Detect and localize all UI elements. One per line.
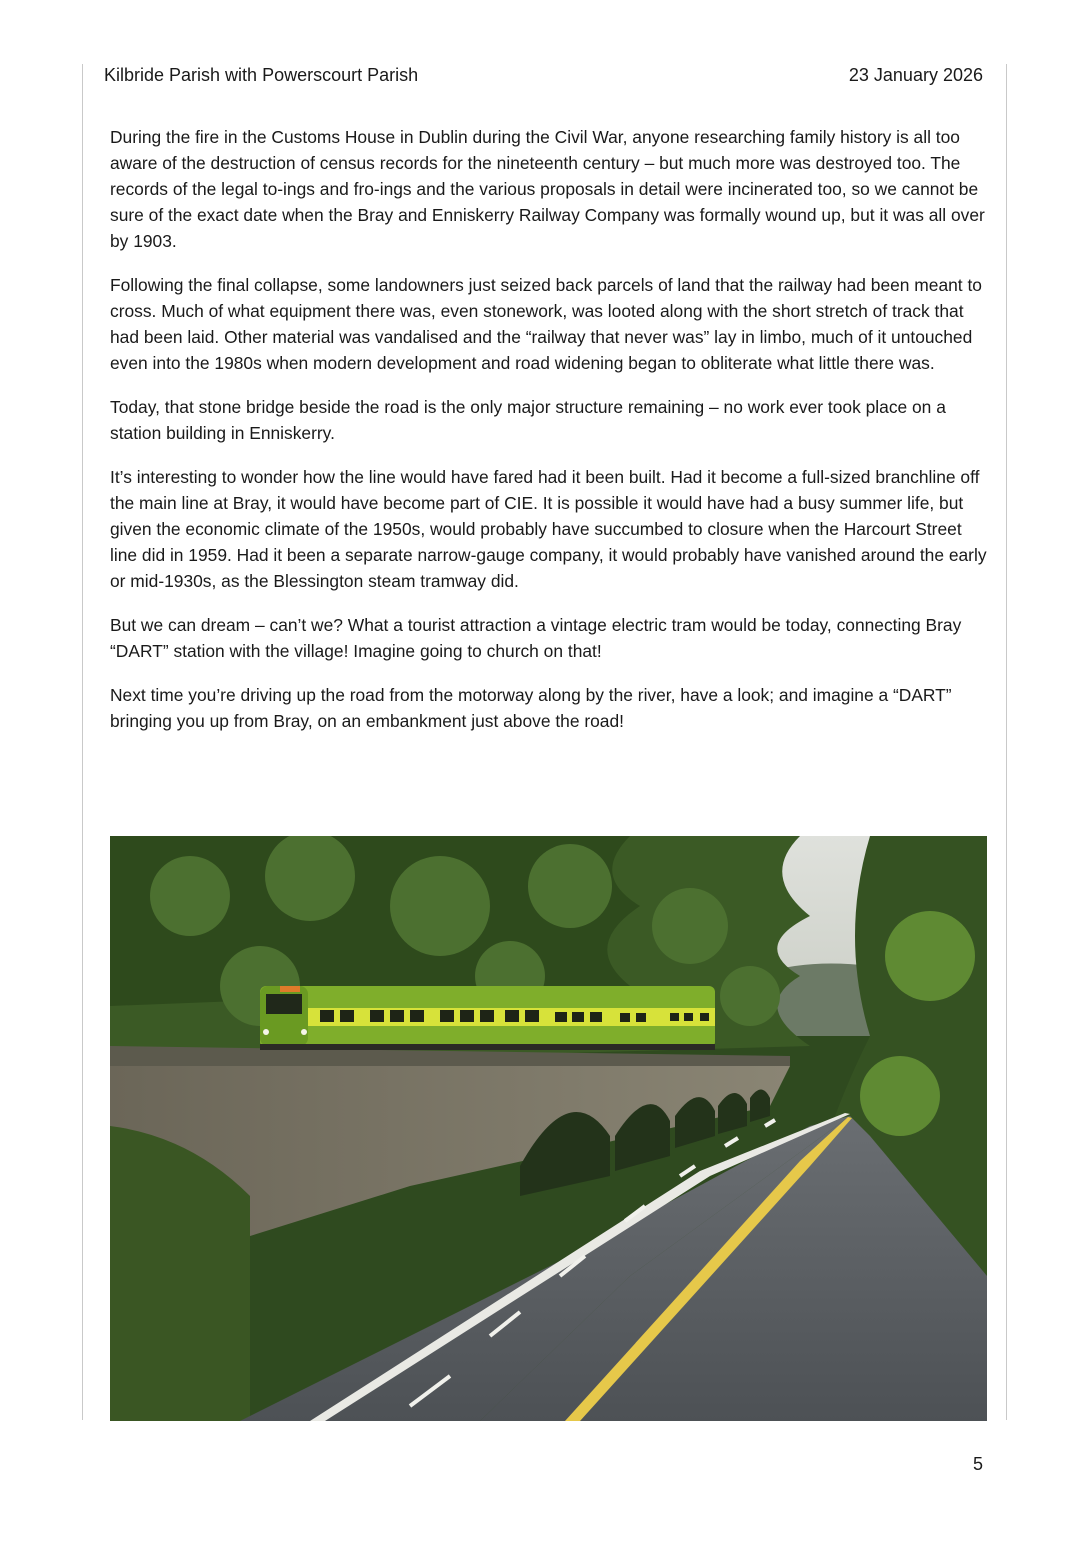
paragraph-customs-house-fire: During the fire in the Customs House in Dublin during the Civil War, anyone researching family history is all too aware of the destruction of census records for the nineteenth century – but much more was destroyed too. The records of the legal to-ings and fro-ings and the various proposals in detail were incinerated too, so we cannot be sure of the exact date when the Bray and Enniskerry Railway Company was formally wound up, but it was all over by 1903. — [110, 127, 985, 251]
train-underframe — [260, 1044, 715, 1050]
page-number: 5 — [972, 1454, 983, 1474]
paragraph-next-time: Next time you’re driving up the road from the motorway along by the river, have a look; and imagine a “DART” bringing you up from Bray, on an embankment just above the road! — [110, 685, 952, 731]
paragraph-how-line-would-have-fared: It’s interesting to wonder how the line would have fared had it been built. Had it become a full-sized branchline off the main line at Bray, it would have become part of CIE. It is possible it would have had a busy summer life, but given the economic climate of the 1950s, would probably have succumbed to closure when the Harcourt Street line did in 1959. Had it been a separate narrow-gauge company, it would probably have vanished around the early or mid-1930s, as the Blessington steam tramway did. — [110, 467, 987, 591]
right-page-rule — [1006, 64, 1007, 1420]
issue-date: 23 January 2026 — [848, 65, 983, 85]
dart-train-on-viaduct-photo — [110, 836, 987, 1421]
paragraph-dream-tram: But we can dream – can’t we? What a tourist attraction a vintage electric tram would be today, connecting Bray “DART” station with the village! Imagine going to church on that! — [110, 615, 962, 661]
left-page-rule — [82, 64, 83, 1420]
train-windscreen — [266, 994, 302, 1014]
publication-title: Kilbride Parish with Powerscourt Parish — [104, 65, 419, 85]
paragraph-stone-bridge: Today, that stone bridge beside the road is the only major structure remaining – no work ever took place on a station building in Enniskerry. — [110, 397, 946, 443]
paragraph-final-collapse: Following the final collapse, some landowners just seized back parcels of land that the railway had been meant to cross. Much of what equipment there was, even stonework, was looted along with the short stretch of track that had been laid. Other material was vandalised and the “railway that never was” lay in limbo, much of it untouched even into the 1980s when modern development and road widening began to obliterate what little there was. — [110, 275, 982, 373]
article-body — [110, 124, 990, 752]
train-destination-sign — [280, 986, 300, 992]
dart-train — [260, 986, 715, 1050]
